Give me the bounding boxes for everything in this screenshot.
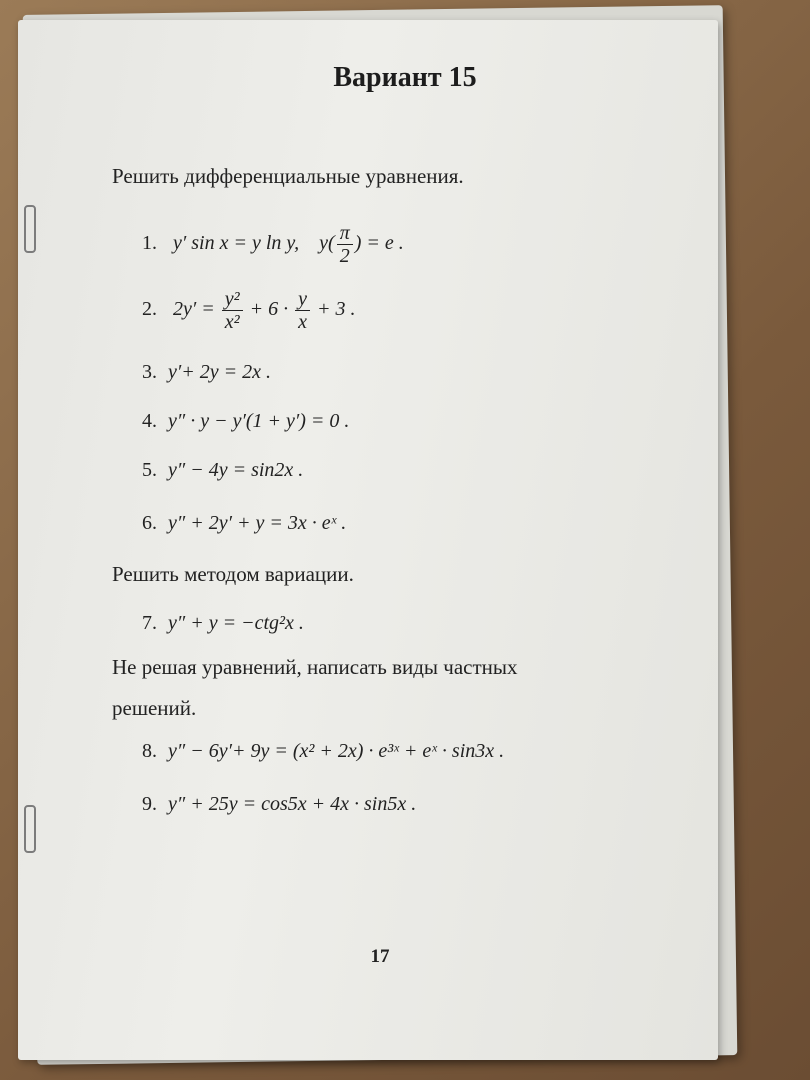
- problem-number: 3.: [142, 361, 157, 383]
- problem-number: 7.: [142, 612, 157, 634]
- fraction: [295, 288, 310, 333]
- section-heading-variation: Решить методом вариации.: [112, 562, 354, 586]
- problem-5: [142, 459, 303, 482]
- section-heading-diff-eq: Решить дифференциальные уравнения.: [112, 164, 464, 188]
- problem-number: 6.: [142, 512, 157, 534]
- problem-4: [142, 410, 349, 433]
- equation: y″ − 6y′+ 9y = (x² + 2x) · e³ˣ + eˣ · sin3x .: [168, 740, 505, 762]
- problem-6: [142, 512, 346, 535]
- problem-number: 9.: [142, 793, 157, 815]
- equation: y″ + 25y = cos5x + 4x · sin5x .: [168, 793, 417, 815]
- problem-1: [142, 222, 404, 267]
- denominator: x: [298, 311, 308, 333]
- equation-part: + 3 .: [317, 298, 356, 321]
- problem-3: [142, 361, 271, 384]
- page-number: 17: [370, 946, 390, 967]
- equation: y′+ 2y = 2x .: [168, 361, 271, 383]
- numerator: y²: [222, 288, 243, 311]
- equation: y″ − 4y = sin2x .: [168, 459, 304, 481]
- fraction: [222, 288, 243, 333]
- denominator: x²: [224, 311, 240, 333]
- staple-bottom: [24, 805, 36, 853]
- equation: y″ + 2y′ + y = 3x · eˣ .: [168, 512, 347, 534]
- problem-2: [142, 288, 356, 333]
- equation-part: y′ sin x = y ln y,: [173, 232, 300, 255]
- numerator: π: [337, 222, 353, 245]
- problem-number: 8.: [142, 740, 157, 762]
- section-heading-particular-line1: Не решая уравнений, написать виды частных: [112, 655, 518, 679]
- equation-part: 2y′ =: [173, 298, 215, 321]
- equation: y″ · y − y′(1 + y′) = 0 .: [168, 410, 350, 432]
- staple-top: [24, 205, 36, 253]
- equation-part: y(: [319, 232, 335, 255]
- section-heading-particular-line2: решений.: [112, 696, 197, 720]
- problem-7: [142, 612, 304, 635]
- numerator: y: [295, 288, 310, 311]
- problem-number: 1.: [142, 232, 157, 255]
- page-title: Вариант 15: [333, 62, 477, 93]
- problem-number: 2.: [142, 298, 157, 321]
- problem-number: 5.: [142, 459, 157, 481]
- equation: y″ + y = −ctg²x .: [168, 612, 304, 634]
- fraction: [337, 222, 353, 267]
- equation-part: ) = e .: [354, 232, 404, 255]
- problem-9: [142, 793, 416, 816]
- equation-part: + 6 ·: [249, 298, 289, 321]
- problem-number: 4.: [142, 410, 157, 432]
- problem-8: [142, 740, 504, 763]
- denominator: 2: [339, 245, 350, 267]
